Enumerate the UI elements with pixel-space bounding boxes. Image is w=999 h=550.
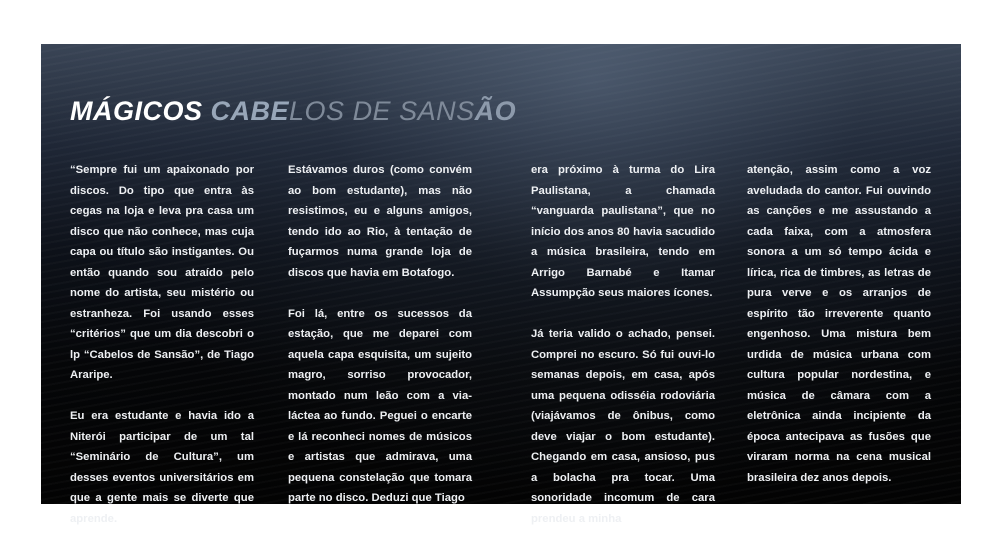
paragraph: Estávamos duros (como convém ao bom estudante), mas não resistimos, eu e alguns amigos, tendo ido ao Rio, à tentação de fuçarmos numa grande loja de discos que havia em Botafogo. <box>288 164 472 279</box>
paragraph: era próximo à turma do Lira Paulistana, a chamada “vanguarda paulistana”, que no início dos anos 80 havia sacudido a música brasileira, tendo em Arrigo Barnabé e Itamar Assumpção seus maiores ícones. <box>531 164 715 299</box>
dark-text-panel <box>41 44 961 525</box>
title-word-magicos: MÁGICOS <box>70 96 203 126</box>
title-word-los: LOS <box>289 96 345 126</box>
text-column-4 <box>747 160 931 509</box>
text-column-3 <box>531 160 715 550</box>
paragraph: “Sempre fui um apaixonado por discos. Do tipo que entra às cegas na loja e leva pra casa um disco que não conhece, mas cuja capa ou título são instigantes. Ou então quando sou atraído pelo nome do artista, seu mistério ou estranheza. Foi usando esses “critérios” que um dia descobri o lp “Cabelos de Sansão”, de Tiago Araripe. <box>70 164 254 381</box>
title-word-cabe: CABE <box>210 96 290 126</box>
text-column-2 <box>288 160 472 529</box>
text-column-1 <box>70 160 254 550</box>
title-word-de: DE <box>352 96 392 126</box>
paragraph: Já teria valido o achado, pensei. Comprei no escuro. Só fui ouvi-lo semanas depois, em casa, após uma pequena odisséia rodoviária (viajávamos de ônibus, como deve viajar o bom estudante). Chegando em casa, ansioso, pus a bolacha pra tocar. Uma sonoridade incomum de cara prendeu a minha <box>531 328 715 525</box>
title-word-sans: SANS <box>399 96 475 126</box>
paragraph: Eu era estudante e havia ido a Niterói participar de um tal “Seminário de Cultura”, um desses eventos universitários em que a gente mais se diverte que aprende. <box>70 410 254 525</box>
paragraph: atenção, assim como a voz aveludada do cantor. Fui ouvindo as canções e me assustando a cada faixa, com a atmosfera sonora a um só tempo ácida e lírica, rica de timbres, as letras de pura verve e os arranjos de espírito tão irreverente quanto engenhoso. Uma mistura bem urdida de música urbana com cultura popular nordestina, e música de câmara com a eletrônica ainda incipiente da época antecipava as fusões que viraram norma na cena musical brasileira dez anos depois. <box>747 164 931 484</box>
page-title <box>70 96 516 127</box>
paragraph: Foi lá, entre os sucessos da estação, que me deparei com aquela capa esquisita, um sujeito magro, sorriso provocador, montado num leão com a via-láctea ao fundo. Peguei o encarte e lá reconheci nomes de músicos e artistas que admirava, uma pequena constelação que tomara parte no disco. Deduzi que Tiago <box>288 307 472 504</box>
title-word-ao: ÃO <box>474 96 517 126</box>
